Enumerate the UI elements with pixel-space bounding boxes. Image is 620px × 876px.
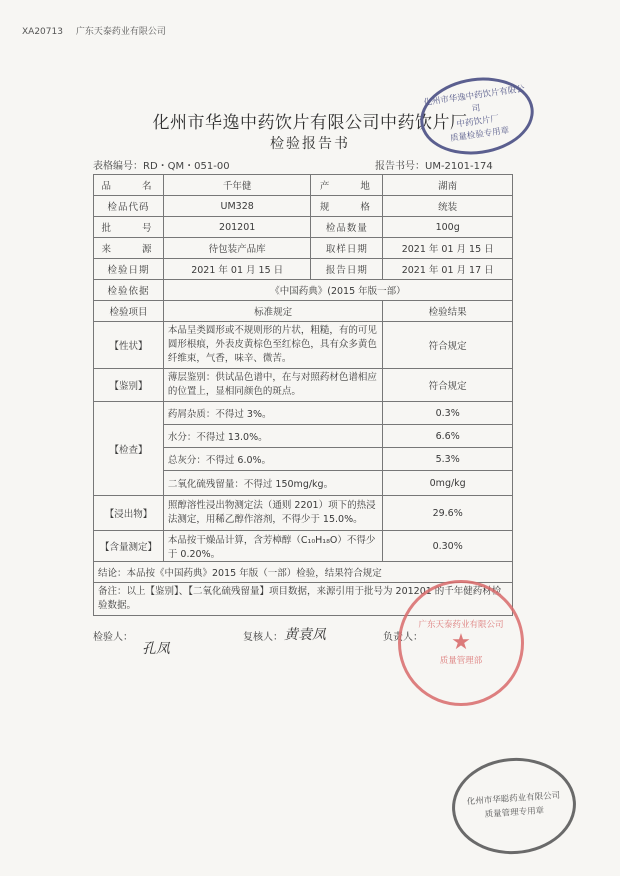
seal-bottom-text: 质量管理部 <box>439 656 483 666</box>
manager-label: 负责人： <box>383 632 423 643</box>
source-value: 待包装产品库 <box>163 238 311 259</box>
column-header-row <box>94 301 513 322</box>
test-date-value: 2021 年 01 月 15 日 <box>163 259 311 280</box>
test-result: 29.6% <box>383 496 513 531</box>
test-name: 【鉴别】 <box>94 369 164 402</box>
test-row-extract <box>94 496 513 531</box>
inspector-signature: 孔凤 <box>142 641 170 657</box>
test-name: 【性状】 <box>94 322 164 369</box>
origin-value: 湖南 <box>383 175 513 196</box>
code-label: 检品代码 <box>94 196 164 217</box>
test-result: 0mg/kg <box>383 471 513 496</box>
test-result: 5.3% <box>383 448 513 471</box>
reviewer-label: 复核人： <box>243 632 283 643</box>
test-row-traits <box>94 322 513 369</box>
sample-date-label: 取样日期 <box>311 238 383 259</box>
seal-mid-text: 中药饮片厂 <box>456 114 500 130</box>
issuer-name: 广东天泰药业有限公司 <box>75 27 166 37</box>
table-row <box>94 259 513 280</box>
name-value: 千年健 <box>163 175 311 196</box>
remark: 备注：以上【鉴别】、【二氧化硫残留量】项目数据，来源引用于批号为 201201 的千年健药材检验数据。 <box>94 583 513 616</box>
spec-label: 规 格 <box>311 196 383 217</box>
report-date-value: 2021 年 01 月 17 日 <box>383 259 513 280</box>
batch-label: 批 号 <box>94 217 164 238</box>
test-standard: 水分：不得过 13.0%。 <box>163 425 382 448</box>
basis-label: 检验依据 <box>94 280 164 301</box>
test-result: 0.3% <box>383 402 513 425</box>
report-title: 化州市华逸中药饮片有限公司中药饮片厂 <box>152 113 468 133</box>
table-row <box>94 175 513 196</box>
document-header-ref <box>22 24 166 37</box>
batch-value: 201201 <box>163 217 311 238</box>
test-standard: 薄层鉴别：供试品色谱中，在与对照药材色谱相应的位置上，显相同颜色的斑点。 <box>163 369 382 402</box>
conclusion-row <box>94 562 513 583</box>
test-standard: 照醇溶性浸出物测定法（通则 2201）项下的热浸法测定，用稀乙醇作溶剂，不得少于 15.0%。 <box>163 496 382 531</box>
test-standard: 本品按干燥品计算，含芳樟醇（C₁₀H₁₈O）不得少于 0.20%。 <box>163 531 382 562</box>
column-item: 检验项目 <box>94 301 164 322</box>
test-result: 符合规定 <box>383 369 513 402</box>
table-row <box>94 196 513 217</box>
column-standard: 标准规定 <box>163 301 382 322</box>
column-result: 检验结果 <box>383 301 513 322</box>
test-standard: 本品呈类圆形或不规则形的片状，粗糙，有的可见圆形根痕，外表皮黄棕色至红棕色，具有众多黄色纤维束，气香，味辛、微苦。 <box>163 322 382 369</box>
report-subtitle: 检验报告书 <box>270 136 350 152</box>
sample-date-value: 2021 年 01 月 15 日 <box>383 238 513 259</box>
company-red-seal <box>398 580 524 706</box>
qty-label: 检品数量 <box>311 217 383 238</box>
table-row <box>94 238 513 259</box>
form-number: 表格编号：RD・QM・051-00 <box>93 161 230 172</box>
report-date-label: 报告日期 <box>311 259 383 280</box>
test-row-assay <box>94 531 513 562</box>
seal-ring-text: 化州市华聪药业有限公司 <box>466 790 561 808</box>
qty-value: 100g <box>383 217 513 238</box>
source-label: 来 源 <box>94 238 164 259</box>
origin-label: 产 地 <box>311 175 383 196</box>
seal-bottom-text: 质量检验专用章 <box>449 125 510 144</box>
star-icon: ★ <box>451 630 471 655</box>
inspection-table <box>93 174 513 616</box>
test-standard: 总灰分：不得过 6.0%。 <box>163 448 382 471</box>
inspector-label: 检验人： <box>93 632 133 643</box>
spec-value: 统装 <box>383 196 513 217</box>
basis-value: 《中国药典》(2015 年版一部） <box>163 280 512 301</box>
test-name: 【浸出物】 <box>94 496 164 531</box>
seal-ring-text: 化州市华逸中药饮片有限公司 <box>423 84 526 115</box>
test-result: 6.6% <box>383 425 513 448</box>
test-standard: 二氧化硫残留量：不得过 150mg/kg。 <box>163 471 382 496</box>
test-row-check <box>94 402 513 425</box>
test-name: 【含量测定】 <box>94 531 164 562</box>
test-row-identify <box>94 369 513 402</box>
test-result: 符合规定 <box>383 322 513 369</box>
name-label: 品 名 <box>94 175 164 196</box>
conclusion: 结论：本品按《中国药典》2015 年版（一部）检验，结果符合规定 <box>94 562 513 583</box>
report-number: 报告书号：UM-2101-174 <box>375 161 493 172</box>
code-value: UM328 <box>163 196 311 217</box>
table-row <box>94 217 513 238</box>
reviewer-signature: 黄袁凤 <box>284 627 326 643</box>
test-date-label: 检验日期 <box>94 259 164 280</box>
doc-id: XA20713 <box>22 27 63 37</box>
seal-bottom-text: 质量管理专用章 <box>484 805 545 821</box>
table-row <box>94 280 513 301</box>
seal-ring-text: 广东天泰药业有限公司 <box>418 620 504 630</box>
quality-management-seal <box>449 754 579 858</box>
test-standard: 药屑杂质：不得过 3%。 <box>163 402 382 425</box>
test-result: 0.30% <box>383 531 513 562</box>
test-name: 【检查】 <box>94 402 164 496</box>
